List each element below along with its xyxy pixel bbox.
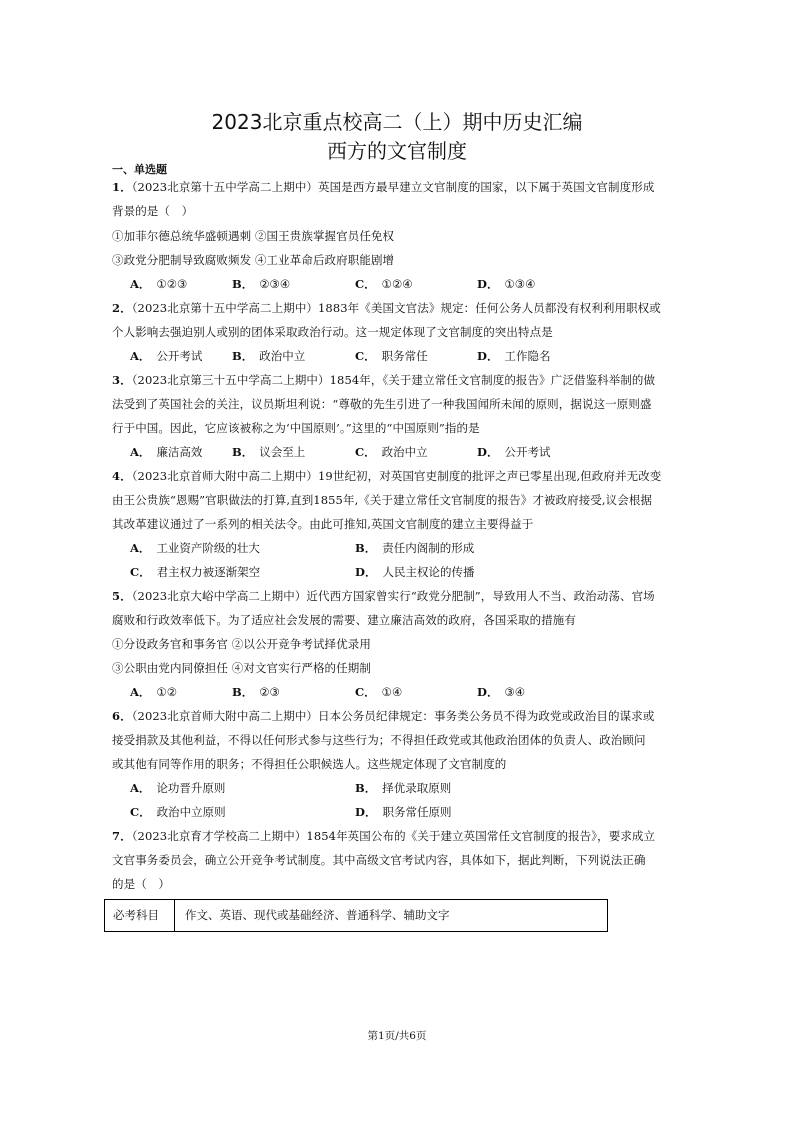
question-3-line-2: 法受到了英国社会的关注，议员斯坦利说：“尊敬的先生引进了一种我国闻所未闻的原则，据说这一原则盛: [112, 397, 652, 411]
option-c: C． 政治中立: [355, 445, 428, 459]
option-b: B． 议会至上: [232, 445, 306, 459]
question-5-line-2: 腐败和行政效率低下。为了适应社会发展的需要、建立廉洁高效的政府，各国采取的措施有: [112, 613, 576, 627]
question-number: 6．: [112, 709, 132, 723]
question-1-line-1: [112, 179, 684, 195]
option-b: B． 政治中立: [232, 349, 306, 363]
question-7-line-1: [112, 828, 684, 844]
question-text: （2023北京第十五中学高二上期中）英国是西方最早建立文官制度的国家，以下属于英国文官制度形成: [131, 180, 655, 194]
option-a: A． 公开考试: [130, 349, 203, 363]
question-number: 3．: [112, 373, 132, 387]
option-a: A． ①②③: [130, 277, 188, 291]
section-heading: 一、单选题: [112, 163, 167, 176]
option-c: C． ①②④: [355, 277, 413, 291]
question-number: 1．: [112, 180, 132, 194]
question-3-line-3: 行于中国。因此，它应该被称之为‘中国原则’。”这里的“中国原则”指的是: [112, 421, 480, 435]
option-b: B． 择优录取原则: [355, 781, 452, 795]
option-c: C． 君主权力被逐渐架空: [130, 565, 261, 579]
option-c: C． 职务常任: [355, 349, 428, 363]
question-6-line-3: 或其他有同等作用的职务；不得担任公职候选人。这些规定体现了文官制度的: [112, 757, 507, 771]
question-5-item-1: ①分设政务官和事务官 ②以公开竞争考试择优录用: [112, 637, 371, 651]
option-c: C． ①④: [355, 685, 403, 699]
exam-subjects-table: [104, 899, 608, 932]
question-2-line-1: [112, 300, 684, 316]
option-a: A． 工业资产阶级的壮大: [130, 541, 260, 555]
question-text: （2023北京首师大附中高二上期中）19世纪初，对英国官吏制度的批评之声已零星出现,但政府并无改变: [131, 469, 662, 483]
question-text: （2023北京第三十五中学高二上期中）1854年，《关于建立常任文官制度的报告》广泛借鉴科举制的做: [131, 373, 656, 387]
question-number: 4．: [112, 469, 132, 483]
question-3-line-1: [112, 372, 684, 388]
question-4-line-3: 其改革建议通过了一系列的相关法令。由此可推知,英国文官制度的建立主要得益于: [112, 517, 534, 531]
page-number: 第1页/共6页: [367, 1030, 427, 1042]
table-content-cell: 作文、英语、现代或基础经济、普通科学、辅助文字: [185, 908, 450, 922]
question-1-item-2: ③政党分肥制导致腐败频发 ④工业革命后政府职能剧增: [112, 253, 395, 267]
question-number: 2．: [112, 301, 132, 315]
option-b: B． ②③④: [232, 277, 291, 291]
question-6-line-2: 接受捐款及其他利益，不得以任何形式参与这些行为；不得担任政党或其他政治团体的负责人、政治顾问: [112, 733, 646, 747]
question-text: （2023北京第十五中学高二上期中）1883年《美国文官法》规定：任何公务人员都没有权利利用职权或: [131, 301, 661, 315]
option-a: A． 廉洁高效: [130, 445, 203, 459]
option-d: D． ③④: [477, 685, 526, 699]
question-number: 7．: [112, 829, 132, 843]
option-d: D． 公开考试: [477, 445, 551, 459]
question-6-line-1: [112, 708, 684, 724]
document-title: 2023北京重点校高二（上）期中历史汇编: [211, 110, 583, 134]
question-text: （2023北京育才学校高二上期中）1854年英国公布的《关于建立英国常任文官制度的报告》，要求成立: [131, 829, 656, 843]
option-d: D． ①③④: [477, 277, 536, 291]
document-subtitle: 西方的文官制度: [327, 139, 467, 163]
option-a: A． 论功晋升原则: [130, 781, 226, 795]
option-d: D． 人民主权论的传播: [355, 565, 475, 579]
question-text: （2023北京首师大附中高二上期中）日本公务员纪律规定：事务类公务员不得为政党或政治目的谋求或: [131, 709, 655, 723]
option-c: C． 政治中立原则: [130, 805, 226, 819]
question-5-item-2: ③公职由党内同僚担任 ④对文官实行严格的任期制: [112, 661, 371, 675]
option-b: B． 责任内阁制的形成: [355, 541, 475, 555]
question-4-line-1: [112, 468, 684, 484]
option-d: D． 工作隐名: [477, 349, 551, 363]
question-7-line-3: 的是（ ）: [112, 877, 170, 891]
question-number: 5．: [112, 589, 132, 603]
question-text: （2023北京大峪中学高二上期中）近代西方国家曾实行“政党分肥制”，导致用人不当、政治动荡、官场: [131, 589, 655, 603]
option-b: B． ②③: [232, 685, 280, 699]
question-7-line-2: 文官事务委员会，确立公开竞争考试制度。其中高级文官考试内容，具体如下，据此判断，下列说法正确: [112, 853, 646, 867]
option-d: D． 职务常任原则: [355, 805, 452, 819]
question-1-line-2: 背景的是（ ）: [112, 204, 194, 218]
question-1-item-1: ①加菲尔德总统华盛顿遇刺 ②国王贵族掌握官员任免权: [112, 229, 395, 243]
table-label-cell: 必考科目: [105, 900, 175, 931]
option-a: A． ①②: [130, 685, 178, 699]
question-4-line-2: 由王公贵族“恩赐”官职做法的打算,直到1855年,《关于建立常任文官制度的报告》才被政府接受,议会根据: [112, 493, 653, 507]
question-5-line-1: [112, 588, 684, 604]
question-2-line-2: 个人影响去强迫别人或别的团体采取政治行动。这一规定体现了文官制度的突出特点是: [112, 325, 553, 339]
